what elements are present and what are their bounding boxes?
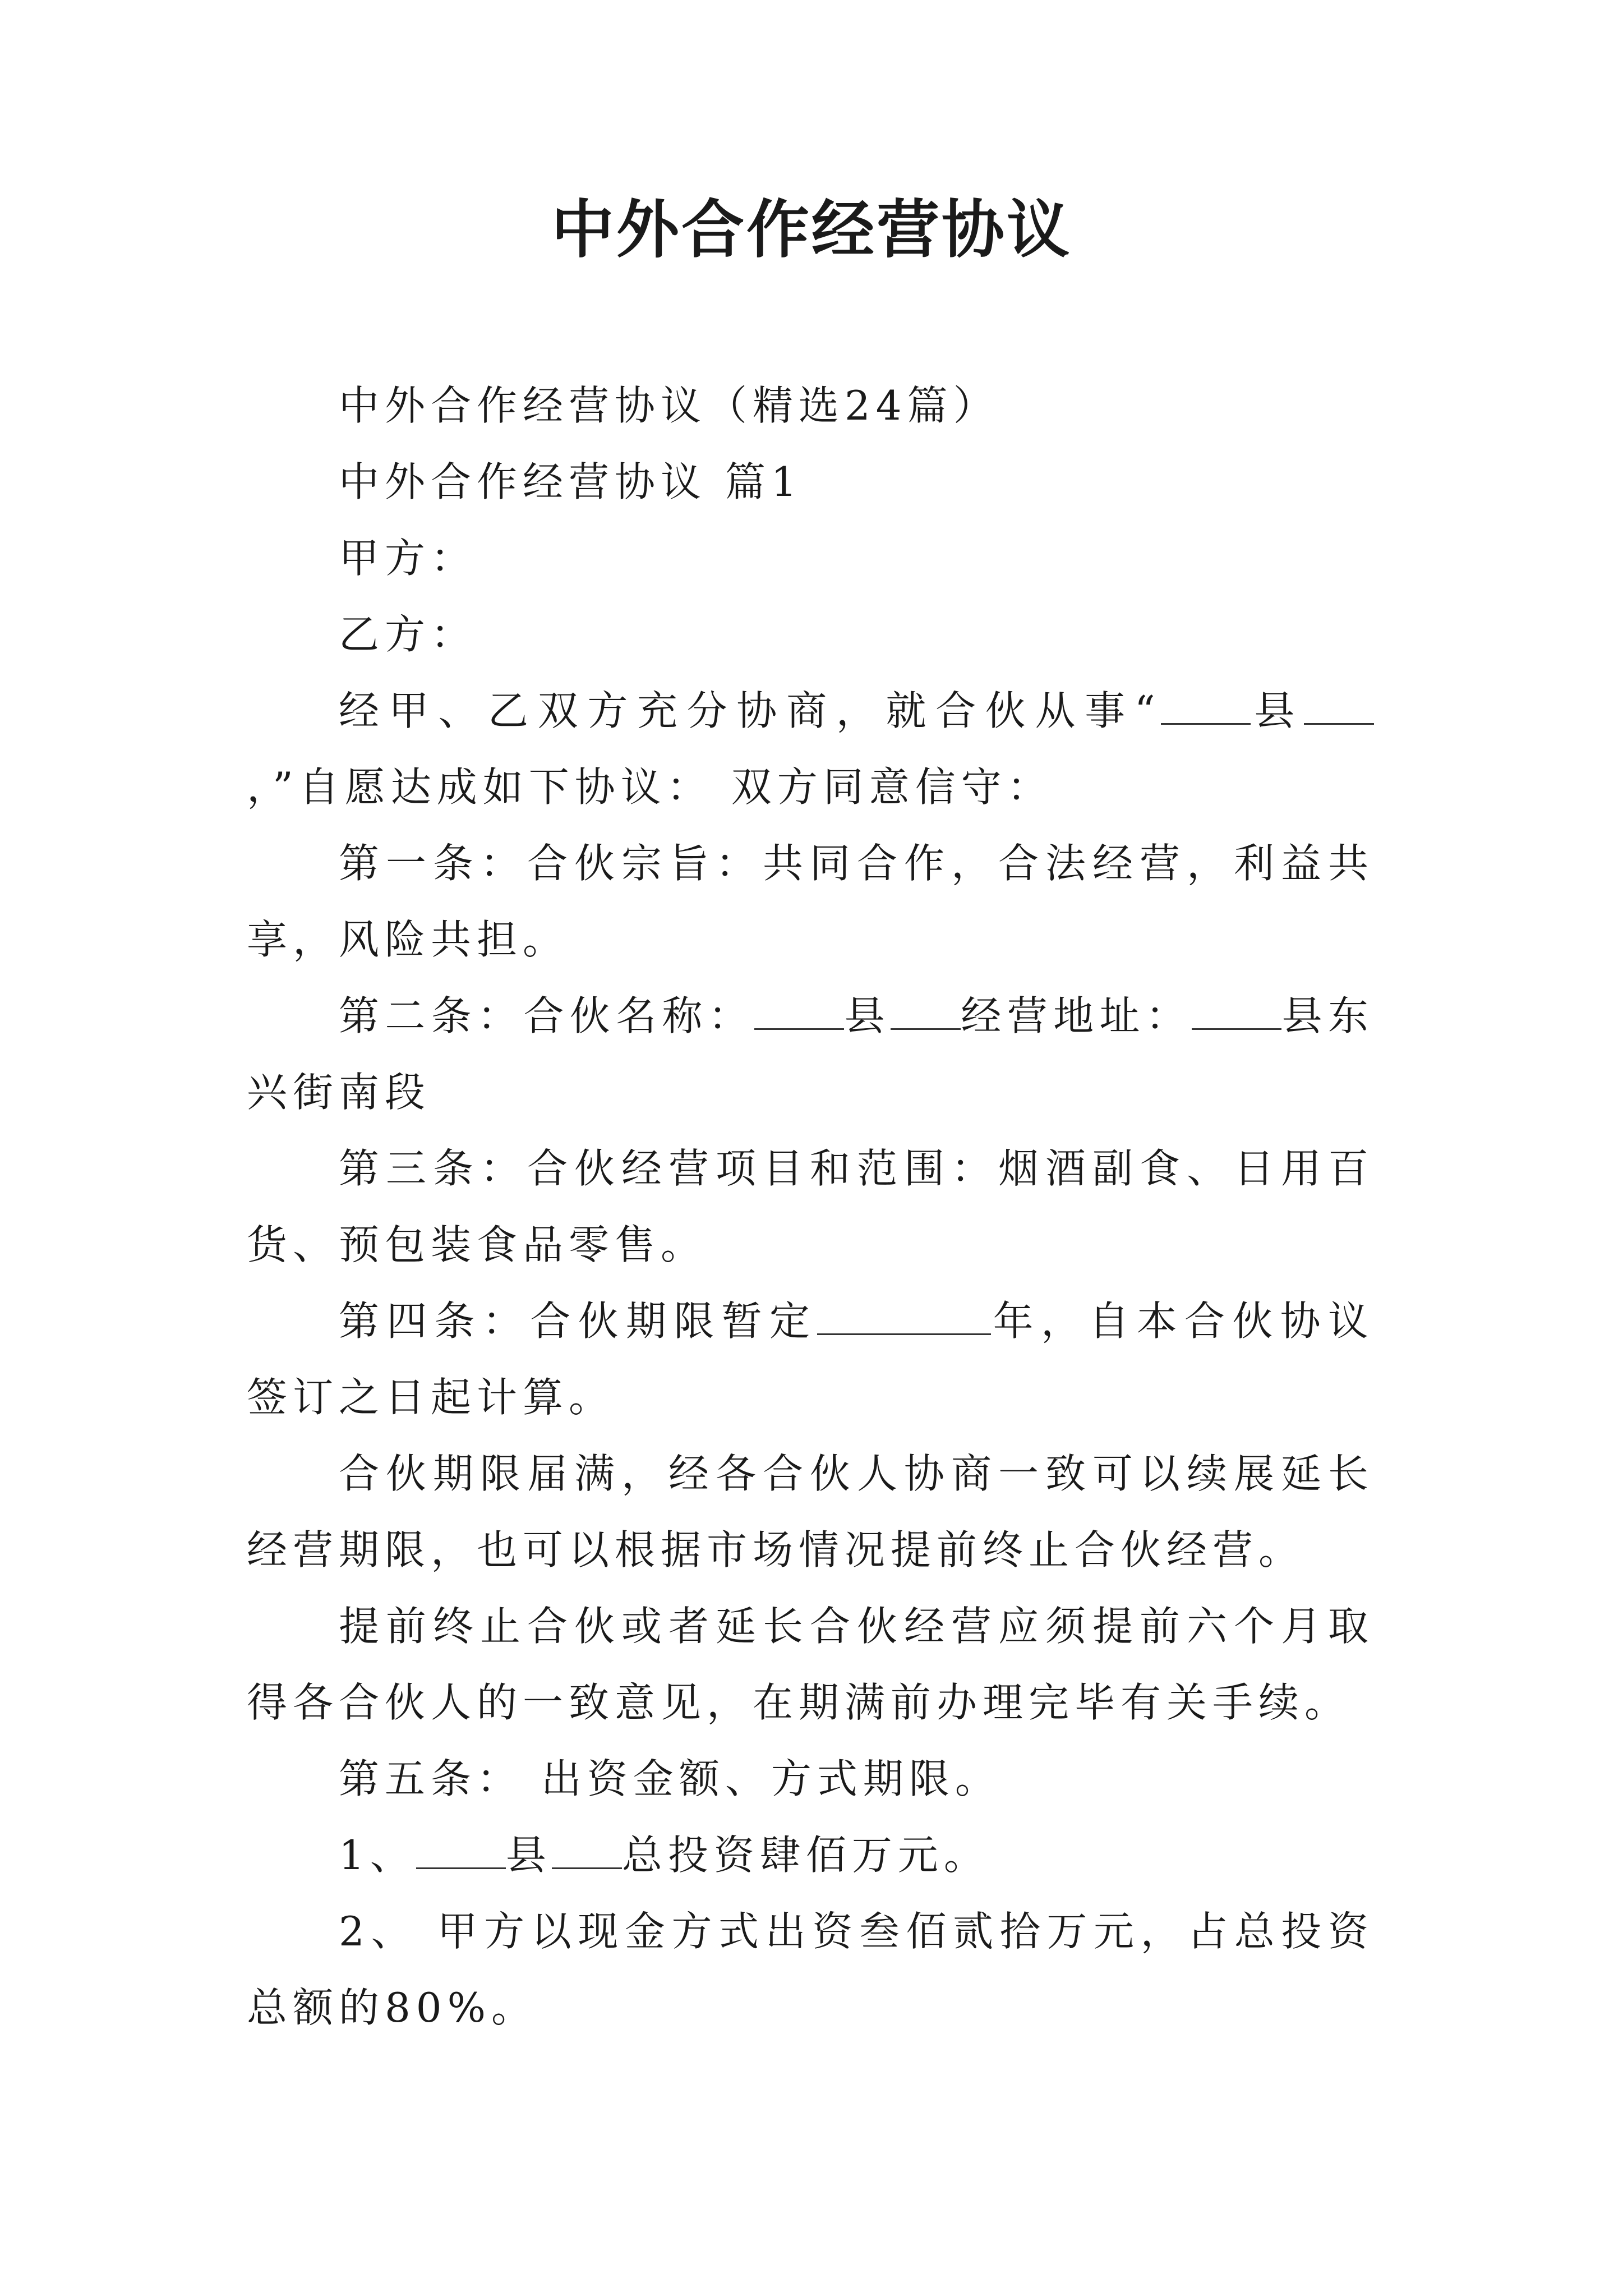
article-3-text: 第三条：合伙经营项目和范围：烟酒副食、日用百货、预包装食品零售。 bbox=[247, 1145, 1374, 1268]
article-4-text-b: 年，自本合伙协议签订之日起计算。 bbox=[247, 1297, 1374, 1421]
article-2-text-b: 县 bbox=[844, 992, 891, 1039]
early-termination-paragraph bbox=[247, 1588, 1374, 1741]
article-1 bbox=[247, 825, 1374, 978]
renewal-text: 合伙期限届满，经各合伙人协商一致可以续展延长经营期限，也可以根据市场情况提前终止合伙经营。 bbox=[247, 1450, 1374, 1573]
item-1-text-b: 县 bbox=[505, 1832, 552, 1879]
blank-field bbox=[1161, 688, 1251, 725]
section-heading bbox=[247, 444, 1374, 520]
blank-field bbox=[416, 1833, 506, 1869]
article-2-text-c: 经营地址： bbox=[961, 992, 1192, 1039]
item-2-text: 2、 甲方以现金方式出资叁佰贰拾万元，占总投资总额的80%。 bbox=[247, 1908, 1374, 2031]
blank-field bbox=[754, 993, 844, 1030]
renewal-paragraph bbox=[247, 1435, 1374, 1588]
item-1 bbox=[247, 1817, 1374, 1893]
party-b-label: 乙方： bbox=[339, 611, 477, 658]
early-termination-text: 提前终止合伙或者延长合伙经营应须提前六个月取得各合伙人的一致意见，在期满前办理完毕有关手续。 bbox=[247, 1603, 1374, 1726]
article-2-text-d: 县东兴街南段 bbox=[247, 992, 1374, 1116]
blank-field bbox=[891, 993, 961, 1030]
blank-field bbox=[817, 1299, 991, 1335]
item-2 bbox=[247, 1893, 1374, 2046]
article-5 bbox=[247, 1741, 1374, 1817]
document-body bbox=[247, 367, 1374, 2046]
article-1-text: 第一条：合伙宗旨：共同合作，合法经营，利益共享，风险共担。 bbox=[247, 840, 1374, 963]
intro-text-a: 经甲、乙双方充分协商，就合伙从事“ bbox=[339, 687, 1161, 734]
blank-field bbox=[552, 1833, 622, 1869]
intro-text-b: 县 bbox=[1250, 687, 1304, 734]
party-a-line bbox=[247, 520, 1374, 596]
blank-field bbox=[1192, 993, 1281, 1030]
intro-text-c: ，”自愿达成如下协议： 双方同意信守： bbox=[247, 763, 1053, 811]
party-a-label: 甲方： bbox=[339, 535, 477, 582]
intro-paragraph bbox=[247, 673, 1374, 825]
item-1-number: 1、 bbox=[339, 1832, 416, 1879]
article-2-text-a: 第二条：合伙名称： bbox=[339, 992, 755, 1039]
subtitle-paragraph bbox=[247, 367, 1374, 444]
subtitle-text: 中外合作经营协议（精选24篇） bbox=[339, 382, 999, 429]
blank-field bbox=[1304, 688, 1374, 725]
article-4 bbox=[247, 1283, 1374, 1435]
document-title: 中外合作经营协议 bbox=[551, 194, 1072, 266]
article-3 bbox=[247, 1130, 1374, 1283]
article-5-text: 第五条： 出资金额、方式期限。 bbox=[339, 1755, 1001, 1802]
section-text: 中外合作经营协议 篇1 bbox=[339, 458, 803, 505]
item-1-text-c: 总投资肆佰万元。 bbox=[621, 1832, 990, 1879]
article-2 bbox=[247, 978, 1374, 1130]
party-b-line bbox=[247, 596, 1374, 673]
article-4-text-a: 第四条：合伙期限暂定 bbox=[339, 1297, 818, 1345]
